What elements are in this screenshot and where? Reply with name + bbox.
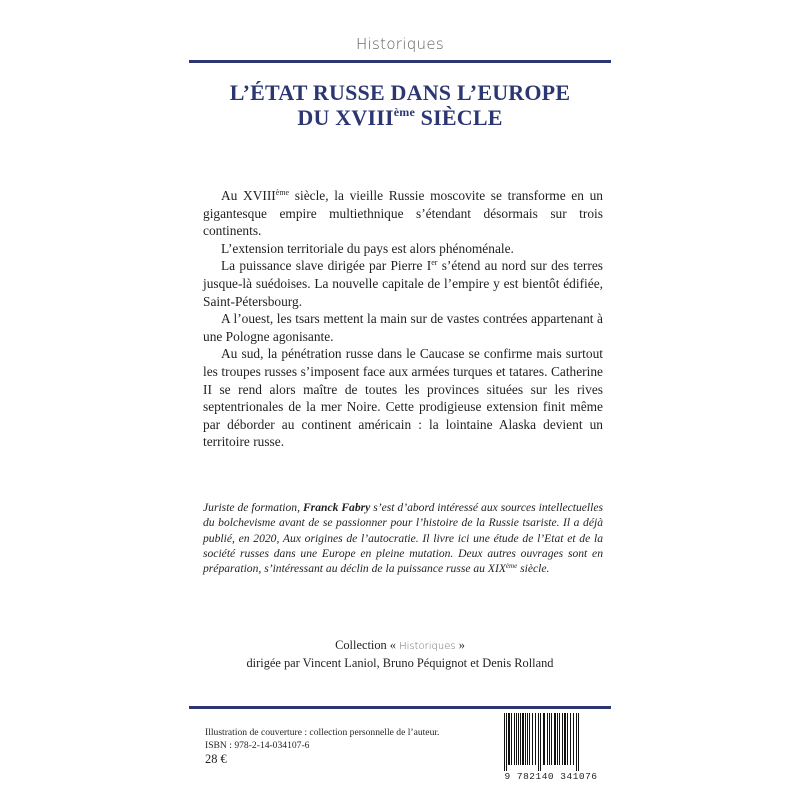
collection-line [0,637,800,655]
top-divider [189,60,611,63]
title-line-1: L’ÉTAT RUSSE DANS L’EUROPE [229,80,571,105]
collection-info [0,637,800,672]
summary-p3-post: s’étend au nord sur des terres jusque-là suédoises. La nouvelle capitale de l’empire y est bientôt édifiée, Saint-Pétersbourg. [203,258,603,309]
summary-p1-post: siècle, la vieille Russie moscovite se transforme en un gigantesque empire multiethnique s’étendant désormais sur trois continents. [203,188,604,239]
barcode-bar [573,713,574,765]
barcode-bar [576,713,577,771]
barcode-bar [559,713,560,765]
barcode-bar [540,713,541,771]
summary-p3-sup: er [431,258,438,268]
summary-paragraph-4: A l’ouest, les tsars mettent la main sur de vastes contrées appartenant à une Pologne agonisante. [203,311,603,344]
barcode-bar [538,713,539,771]
author-name: Franck Fabry [302,501,371,514]
barcode-bar [525,713,526,765]
barcode-bar [557,713,558,765]
series-logo: Historiques [355,35,445,53]
summary-paragraph-5: Au sud, la pénétration russe dans le Caucase se confirme mais surtout les troupes russes s’imposent face aux armées turques et tatares. Catherine II se rend alors maître de toutes les provinces situées sur les rives septentrionales de la mer Noire. Cette prodigieuse extension finit même par déborder au continent américain : la lointaine Alaska devient un territoire russe. [203,346,603,450]
barcode-bar [508,713,510,765]
bottom-divider [189,706,611,709]
bio-mid: s’est d’abord intéressé aux sources intellectuelles du bolchevisme avant de se passionner pour l’histoire de la Russie tsariste. Il a déjà publié, en 2020, [203,501,604,545]
barcode-bar [578,713,579,771]
summary-paragraph-1 [203,187,603,240]
barcode-bar [511,713,512,765]
title-line-2 [0,105,800,130]
barcode-bar [522,713,524,765]
bio-end: siècle. [517,562,550,576]
summary-p1-pre: Au XVIII [221,188,276,203]
bio-sup: ème [505,562,518,571]
barcode-bar [562,713,563,765]
barcode-bar [527,713,528,765]
barcode-bar [564,713,566,765]
barcode-bar [551,713,552,765]
barcode-bar [543,713,545,765]
barcode-bar [547,713,548,765]
isbn: ISBN : 978-2-14-034107-6 [205,740,310,751]
collection-directors: dirigée par Vincent Laniol, Bruno Péquignot et Denis Rolland [246,656,554,670]
bio-pre: Juriste de formation, [203,501,303,514]
barcode-bar [549,713,550,765]
barcode-bar [532,713,533,765]
barcode-bar [520,713,521,765]
barcode-bar [570,713,571,765]
barcode-bars [496,713,606,771]
previous-book-title: Aux origines de l’autocratie [282,531,416,545]
summary-paragraph-3 [203,257,603,310]
price: 28 € [205,752,227,766]
title-line-2-sup: ème [393,105,415,119]
barcode-bar [554,713,556,765]
barcode-bar [535,713,536,765]
barcode-bar [518,713,519,765]
summary-paragraph-2: L’extension territoriale du pays est alors phénoménale. [221,240,514,256]
collection-series-name: Historiques [399,641,456,652]
illustration-credit: Illustration de couverture : collection personnelle de l’auteur. [205,727,440,738]
barcode-digits: 9 782140 341076 [504,771,598,782]
barcode-bar [506,713,507,771]
collection-label-pre: Collection « [335,638,400,652]
barcode-bar [514,713,515,765]
book-title [0,80,800,130]
barcode-bar [516,713,517,765]
barcode-bar [567,713,568,765]
collection-label-post: » [455,638,465,652]
title-line-2-pre: DU XVIII [297,105,394,130]
summary-text [203,187,603,451]
title-line-2-post: SIÈCLE [414,105,503,130]
credits-block [205,726,495,752]
barcode-bar [529,713,530,765]
summary-p1-sup: ème [275,188,290,197]
author-bio [203,500,603,576]
barcode-bar [504,713,505,771]
summary-p3-pre: La puissance slave dirigée par Pierre I [221,258,432,274]
bio-post: . Il livre ici une étude de l’Etat et de la société russes dans une Europe en pleine mutation. Deux autres ouvrages sont en préparation, s’intéressant au déclin de la puissance russe au XIX [203,531,603,576]
